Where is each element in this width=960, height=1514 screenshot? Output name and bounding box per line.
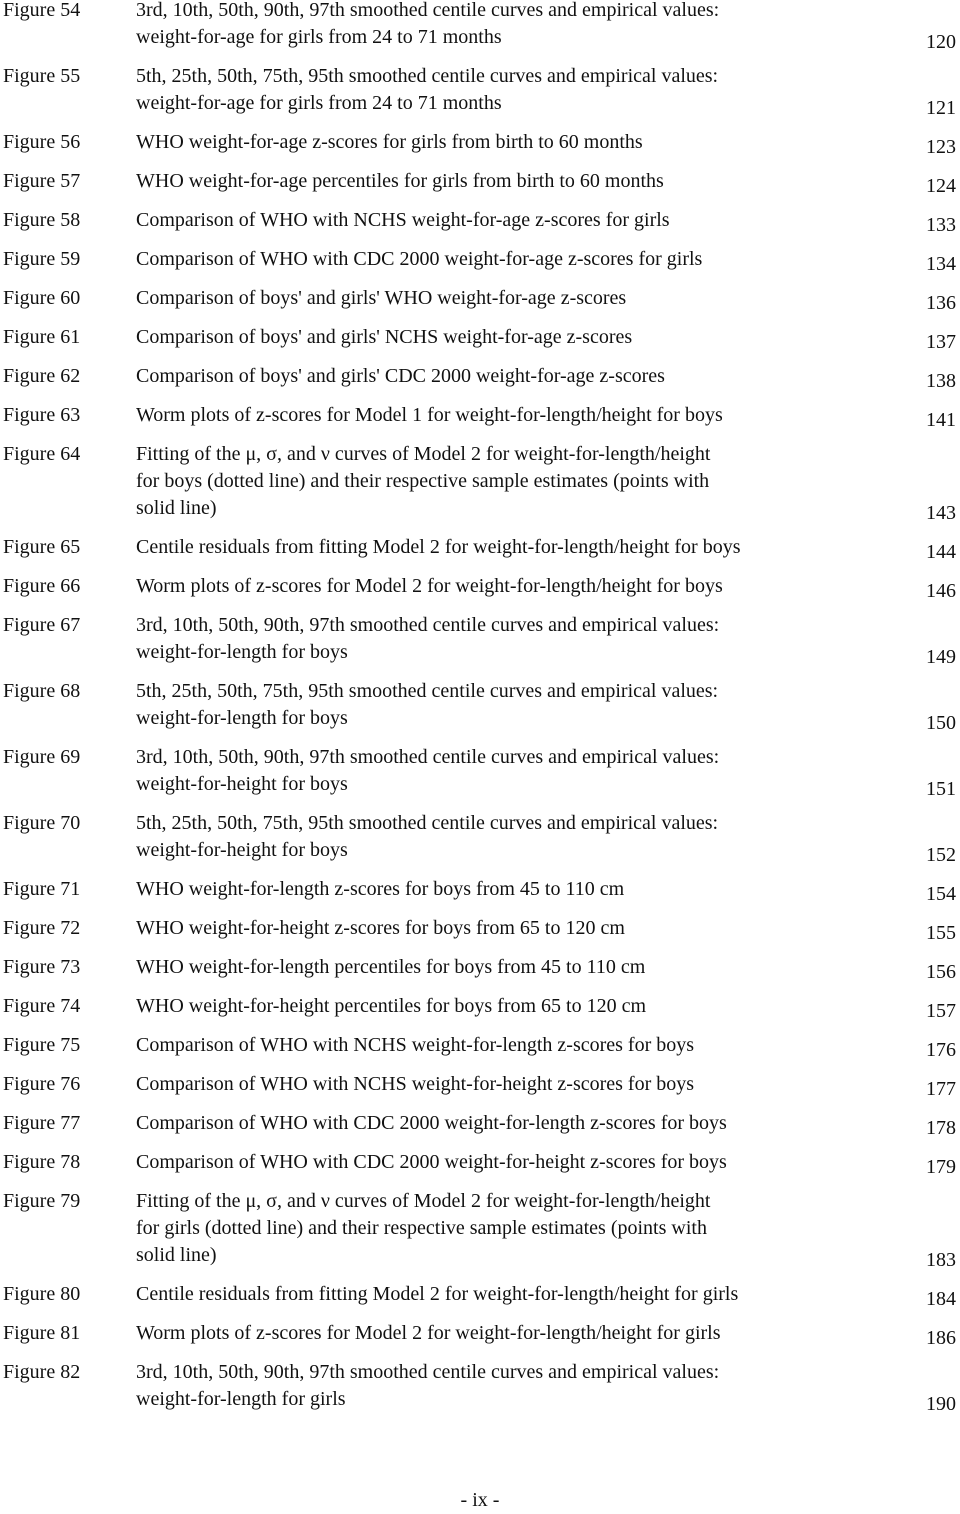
figure-number: Figure 60 [3, 287, 81, 309]
figure-caption [136, 1359, 836, 1413]
page-number: 157 [926, 1000, 956, 1022]
caption-line: 3rd, 10th, 50th, 90th, 97th smoothed centile curves and empirical values: [136, 1361, 720, 1383]
figure-number: Figure 64 [3, 443, 81, 465]
caption-line: solid line) [136, 497, 217, 519]
caption-line: Worm plots of z-scores for Model 1 for weight-for-length/height for boys [136, 404, 723, 426]
figure-entry[interactable] [0, 1191, 960, 1284]
figure-caption [136, 1032, 836, 1059]
caption-line: for boys (dotted line) and their respective sample estimates (points with [136, 470, 710, 492]
figure-caption [136, 954, 836, 981]
figure-entry[interactable] [0, 681, 960, 747]
caption-line: 3rd, 10th, 50th, 90th, 97th smoothed centile curves and empirical values: [136, 614, 720, 636]
page-number: 121 [926, 97, 956, 119]
figure-entry[interactable] [0, 996, 960, 1035]
figure-entry[interactable] [0, 957, 960, 996]
figure-entry[interactable] [0, 1035, 960, 1074]
figure-number: Figure 71 [3, 878, 81, 900]
caption-line: for girls (dotted line) and their respective sample estimates (points with [136, 1217, 707, 1239]
page-number: 144 [926, 541, 956, 563]
figure-caption [136, 993, 836, 1020]
figure-entry[interactable] [0, 1323, 960, 1362]
figure-caption [136, 744, 836, 798]
caption-line: 3rd, 10th, 50th, 90th, 97th smoothed centile curves and empirical values: [136, 746, 720, 768]
figure-entry[interactable] [0, 327, 960, 366]
figure-caption [136, 207, 836, 234]
page-number: 150 [926, 712, 956, 734]
page-number: 124 [926, 175, 956, 197]
caption-line: weight-for-height for boys [136, 839, 348, 861]
figure-number: Figure 65 [3, 536, 81, 558]
caption-line: Comparison of WHO with CDC 2000 weight-for-height z-scores for boys [136, 1151, 727, 1173]
figure-caption [136, 129, 836, 156]
figure-caption [136, 324, 836, 351]
figure-entry[interactable] [0, 366, 960, 405]
figure-entry[interactable] [0, 879, 960, 918]
figure-caption [136, 441, 836, 522]
figure-entry[interactable] [0, 444, 960, 537]
figure-number: Figure 72 [3, 917, 81, 939]
caption-line: 3rd, 10th, 50th, 90th, 97th smoothed centile curves and empirical values: [136, 0, 720, 21]
figure-caption [136, 1110, 836, 1137]
figure-entry[interactable] [0, 615, 960, 681]
page-number: 137 [926, 331, 956, 353]
page-number: 184 [926, 1288, 956, 1310]
figure-caption [136, 915, 836, 942]
page-number: 146 [926, 580, 956, 602]
caption-line: Comparison of WHO with NCHS weight-for-age z-scores for girls [136, 209, 670, 231]
figure-entry[interactable] [0, 249, 960, 288]
figure-caption [136, 168, 836, 195]
figure-caption [136, 612, 836, 666]
page-number: 151 [926, 778, 956, 800]
caption-line: Comparison of boys' and girls' WHO weight-for-age z-scores [136, 287, 627, 309]
figure-entry[interactable] [0, 747, 960, 813]
page-number: 155 [926, 922, 956, 944]
figure-number: Figure 81 [3, 1322, 81, 1344]
figure-entry[interactable] [0, 576, 960, 615]
caption-line: Comparison of WHO with CDC 2000 weight-for-length z-scores for boys [136, 1112, 727, 1134]
figure-number: Figure 73 [3, 956, 81, 978]
figure-entry[interactable] [0, 1362, 960, 1428]
figure-number: Figure 75 [3, 1034, 81, 1056]
figure-caption [136, 363, 836, 390]
figure-number: Figure 61 [3, 326, 81, 348]
figure-entry[interactable] [0, 171, 960, 210]
caption-line: 5th, 25th, 50th, 75th, 95th smoothed centile curves and empirical values: [136, 812, 719, 834]
figure-caption [136, 1149, 836, 1176]
page-number: 136 [926, 292, 956, 314]
caption-line: weight-for-age for girls from 24 to 71 months [136, 92, 502, 114]
caption-line: weight-for-length for boys [136, 641, 348, 663]
page-number: 178 [926, 1117, 956, 1139]
caption-line: Centile residuals from fitting Model 2 for weight-for-length/height for girls [136, 1283, 739, 1305]
caption-line: Worm plots of z-scores for Model 2 for weight-for-length/height for boys [136, 575, 723, 597]
caption-line: WHO weight-for-length z-scores for boys from 45 to 110 cm [136, 878, 625, 900]
page-number: 177 [926, 1078, 956, 1100]
figure-entry[interactable] [0, 0, 960, 66]
figure-entry[interactable] [0, 813, 960, 879]
figure-number: Figure 58 [3, 209, 81, 231]
page-number: 134 [926, 253, 956, 275]
figure-caption [136, 1071, 836, 1098]
page-number: 123 [926, 136, 956, 158]
page-number: 190 [926, 1393, 956, 1415]
figure-number: Figure 78 [3, 1151, 81, 1173]
figure-entry[interactable] [0, 1113, 960, 1152]
figure-caption [136, 810, 836, 864]
figure-number: Figure 63 [3, 404, 81, 426]
figure-number: Figure 59 [3, 248, 81, 270]
figure-number: Figure 62 [3, 365, 81, 387]
figure-caption [136, 534, 836, 561]
page-number: 120 [926, 31, 956, 53]
caption-line: solid line) [136, 1244, 217, 1266]
figure-entry[interactable] [0, 918, 960, 957]
page-number: 143 [926, 502, 956, 524]
figure-number: Figure 68 [3, 680, 81, 702]
page-number: 176 [926, 1039, 956, 1061]
page-number: 156 [926, 961, 956, 983]
figure-caption [136, 0, 836, 51]
figure-entry[interactable] [0, 210, 960, 249]
figure-caption [136, 1320, 836, 1347]
figure-number: Figure 70 [3, 812, 81, 834]
figure-number: Figure 66 [3, 575, 81, 597]
caption-line: Fitting of the μ, σ, and ν curves of Model 2 for weight-for-length/height [136, 1190, 711, 1212]
page-number: 138 [926, 370, 956, 392]
caption-line: weight-for-height for boys [136, 773, 348, 795]
page-number: 183 [926, 1249, 956, 1271]
page-number: 186 [926, 1327, 956, 1349]
figure-entry[interactable] [0, 288, 960, 327]
figure-caption [136, 246, 836, 273]
figure-caption [136, 63, 836, 117]
page-number: 133 [926, 214, 956, 236]
figure-caption [136, 573, 836, 600]
figure-number: Figure 80 [3, 1283, 81, 1305]
caption-line: Centile residuals from fitting Model 2 for weight-for-length/height for boys [136, 536, 741, 558]
figure-number: Figure 79 [3, 1190, 81, 1212]
figure-entry[interactable] [0, 132, 960, 171]
caption-line: Fitting of the μ, σ, and ν curves of Model 2 for weight-for-length/height [136, 443, 711, 465]
page-number: 152 [926, 844, 956, 866]
caption-line: 5th, 25th, 50th, 75th, 95th smoothed centile curves and empirical values: [136, 680, 719, 702]
caption-line: WHO weight-for-age z-scores for girls from birth to 60 months [136, 131, 643, 153]
figure-entry[interactable] [0, 1152, 960, 1191]
page-number: 154 [926, 883, 956, 905]
caption-line: WHO weight-for-age percentiles for girls from birth to 60 months [136, 170, 664, 192]
figure-entry[interactable] [0, 1074, 960, 1113]
page-number: 149 [926, 646, 956, 668]
figure-caption [136, 1281, 836, 1308]
page-number-footer: - ix - [460, 1489, 500, 1511]
caption-line: weight-for-age for girls from 24 to 71 months [136, 26, 502, 48]
figure-entry[interactable] [0, 66, 960, 132]
caption-line: WHO weight-for-height z-scores for boys from 65 to 120 cm [136, 917, 625, 939]
figure-number: Figure 76 [3, 1073, 81, 1095]
figure-entry[interactable] [0, 537, 960, 576]
figure-number: Figure 82 [3, 1361, 81, 1383]
caption-line: Comparison of WHO with CDC 2000 weight-for-age z-scores for girls [136, 248, 703, 270]
caption-line: Worm plots of z-scores for Model 2 for weight-for-length/height for girls [136, 1322, 721, 1344]
caption-line: WHO weight-for-height percentiles for boys from 65 to 120 cm [136, 995, 647, 1017]
caption-line: weight-for-length for girls [136, 1388, 346, 1410]
figure-number: Figure 55 [3, 65, 81, 87]
figure-caption [136, 1188, 836, 1269]
figure-number: Figure 54 [3, 0, 81, 21]
caption-line: WHO weight-for-length percentiles for boys from 45 to 110 cm [136, 956, 646, 978]
page-number: 141 [926, 409, 956, 431]
figure-caption [136, 678, 836, 732]
caption-line: Comparison of WHO with NCHS weight-for-length z-scores for boys [136, 1034, 695, 1056]
figure-number: Figure 77 [3, 1112, 81, 1134]
figure-number: Figure 69 [3, 746, 81, 768]
page-number: 179 [926, 1156, 956, 1178]
figure-number: Figure 56 [3, 131, 81, 153]
caption-line: 5th, 25th, 50th, 75th, 95th smoothed centile curves and empirical values: [136, 65, 719, 87]
caption-line: weight-for-length for boys [136, 707, 348, 729]
figure-entry[interactable] [0, 1284, 960, 1323]
figure-number: Figure 67 [3, 614, 81, 636]
figure-caption [136, 876, 836, 903]
figure-number: Figure 57 [3, 170, 81, 192]
caption-line: Comparison of boys' and girls' NCHS weight-for-age z-scores [136, 326, 633, 348]
caption-line: Comparison of boys' and girls' CDC 2000 weight-for-age z-scores [136, 365, 665, 387]
caption-line: Comparison of WHO with NCHS weight-for-height z-scores for boys [136, 1073, 695, 1095]
figure-caption [136, 285, 836, 312]
figure-caption [136, 402, 836, 429]
figure-number: Figure 74 [3, 995, 81, 1017]
figure-entry[interactable] [0, 405, 960, 444]
